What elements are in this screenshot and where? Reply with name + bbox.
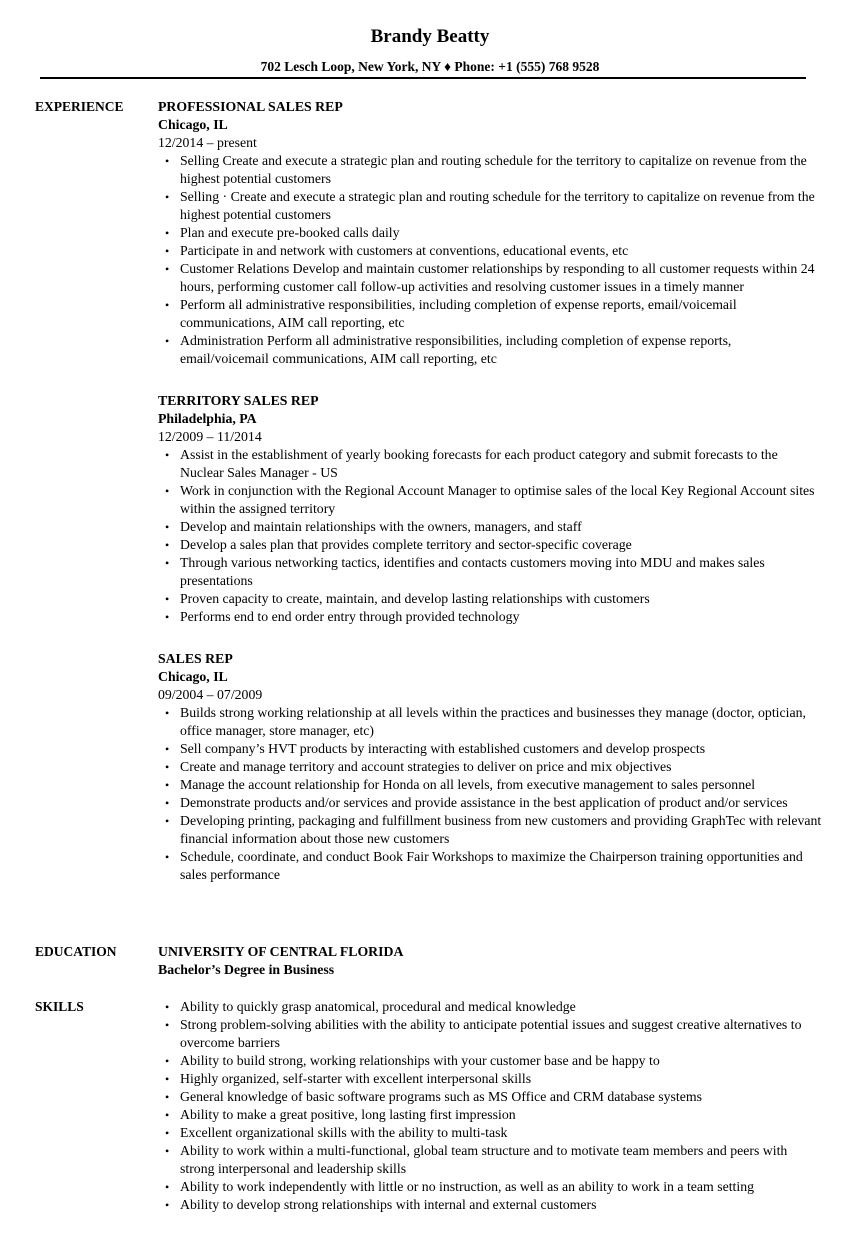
header-divider xyxy=(40,77,806,79)
education-label: EDUCATION xyxy=(35,944,117,959)
experience-label: EXPERIENCE xyxy=(35,99,124,114)
bullet-item: • Builds strong working relationship at all levels within the practices and businesses they manage (doctor, optician, office manager, store manager, etc) xyxy=(158,704,823,740)
job-dates: 12/2014 – present xyxy=(158,135,257,150)
job-bullets xyxy=(158,446,823,626)
skill-item: • Ability to work independently with little or no instruction, as well as an ability to work in a team setting xyxy=(158,1178,823,1196)
skills-label: SKILLS xyxy=(35,999,84,1014)
bullet-item: • Develop and maintain relationships with the owners, managers, and staff xyxy=(158,518,823,536)
bullet-item: • Proven capacity to create, maintain, and develop lasting relationships with customers xyxy=(158,590,823,608)
bullet-item: • Administration Perform all administrative responsibilities, including completion of expense reports, email/voicemail communications, AIM call reporting, etc xyxy=(158,332,823,368)
bullet-item: • Develop a sales plan that provides complete territory and sector-specific coverage xyxy=(158,536,823,554)
skills-list xyxy=(158,998,823,1214)
bullet-item: • Create and manage territory and account strategies to deliver on price and mix objectives xyxy=(158,758,823,776)
skill-item: • Excellent organizational skills with the ability to multi-task xyxy=(158,1124,823,1142)
skill-item: • Strong problem-solving abilities with the ability to anticipate potential issues and suggest creative alternatives to overcome barriers xyxy=(158,1016,823,1052)
bullet-item: • Customer Relations Develop and maintain customer relationships by responding to all customer requests within 24 hours, performing customer call follow-up activities and resolving customer issues in a timely manner xyxy=(158,260,823,296)
resume-header xyxy=(0,0,860,75)
job-title: TERRITORY SALES REP xyxy=(158,393,319,408)
skill-item: • Highly organized, self-starter with excellent interpersonal skills xyxy=(158,1070,823,1088)
skill-item: • Ability to make a great positive, long lasting first impression xyxy=(158,1106,823,1124)
bullet-item: • Sell company’s HVT products by interacting with established customers and develop prospects xyxy=(158,740,823,758)
skill-item: • General knowledge of basic software programs such as MS Office and CRM database systems xyxy=(158,1088,823,1106)
bullet-item: • Schedule, coordinate, and conduct Book Fair Workshops to maximize the Chairperson training opportunities and sales performance xyxy=(158,848,823,884)
job-entry xyxy=(158,98,823,368)
bullet-item: • Performs end to end order entry through provided technology xyxy=(158,608,823,626)
skills-body xyxy=(158,998,823,1214)
candidate-name: Brandy Beatty xyxy=(370,26,490,47)
job-entry xyxy=(158,392,823,626)
job-title: SALES REP xyxy=(158,651,233,666)
school-name: UNIVERSITY OF CENTRAL FLORIDA xyxy=(158,944,404,959)
skill-item: • Ability to build strong, working relationships with your customer base and be happy to xyxy=(158,1052,823,1070)
job-title: PROFESSIONAL SALES REP xyxy=(158,99,343,114)
degree: Bachelor’s Degree in Business xyxy=(158,962,335,977)
skill-item: • Ability to work within a multi-functional, global team structure and to motivate team members and peers with strong interpersonal and leadership skills xyxy=(158,1142,823,1178)
job-dates: 09/2004 – 07/2009 xyxy=(158,687,263,702)
experience-body xyxy=(158,98,823,884)
contact-line: 702 Lesch Loop, New York, NY ♦ Phone: +1 (555) 768 9528 xyxy=(260,59,600,74)
bullet-item: • Work in conjunction with the Regional Account Manager to optimise sales of the local Key Regional Account sites within the assigned territory xyxy=(158,482,823,518)
bullet-item: • Participate in and network with customers at conventions, educational events, etc xyxy=(158,242,823,260)
bullet-item: • Selling · Create and execute a strategic plan and routing schedule for the territory to capitalize on revenue from the highest potential customers xyxy=(158,188,823,224)
bullet-item: • Developing printing, packaging and fulfillment business from new customers and providing GraphTec with relevant financial information about those new customers xyxy=(158,812,823,848)
job-bullets xyxy=(158,704,823,884)
bullet-item: • Selling Create and execute a strategic plan and routing schedule for the territory to capitalize on revenue from the highest potential customers xyxy=(158,152,823,188)
job-location: Chicago, IL xyxy=(158,117,228,132)
job-location: Chicago, IL xyxy=(158,669,228,684)
bullet-item: • Plan and execute pre-booked calls daily xyxy=(158,224,823,242)
bullet-item: • Through various networking tactics, identifies and contacts customers moving into MDU and makes sales presentations xyxy=(158,554,823,590)
skill-item: • Ability to develop strong relationships with internal and external customers xyxy=(158,1196,823,1214)
job-dates: 12/2009 – 11/2014 xyxy=(158,429,262,444)
bullet-item: • Perform all administrative responsibilities, including completion of expense reports, email/voicemail communications, AIM call reporting, etc xyxy=(158,296,823,332)
bullet-item: • Manage the account relationship for Honda on all levels, from executive management to sales personnel xyxy=(158,776,823,794)
job-location: Philadelphia, PA xyxy=(158,411,257,426)
job-bullets xyxy=(158,152,823,368)
bullet-item: • Assist in the establishment of yearly booking forecasts for each product category and submit forecasts to the Nuclear Sales Manager - US xyxy=(158,446,823,482)
bullet-item: • Demonstrate products and/or services and provide assistance in the best application of product and/or services xyxy=(158,794,823,812)
education-body xyxy=(158,943,823,979)
job-entry xyxy=(158,650,823,884)
skill-item: • Ability to quickly grasp anatomical, procedural and medical knowledge xyxy=(158,998,823,1016)
